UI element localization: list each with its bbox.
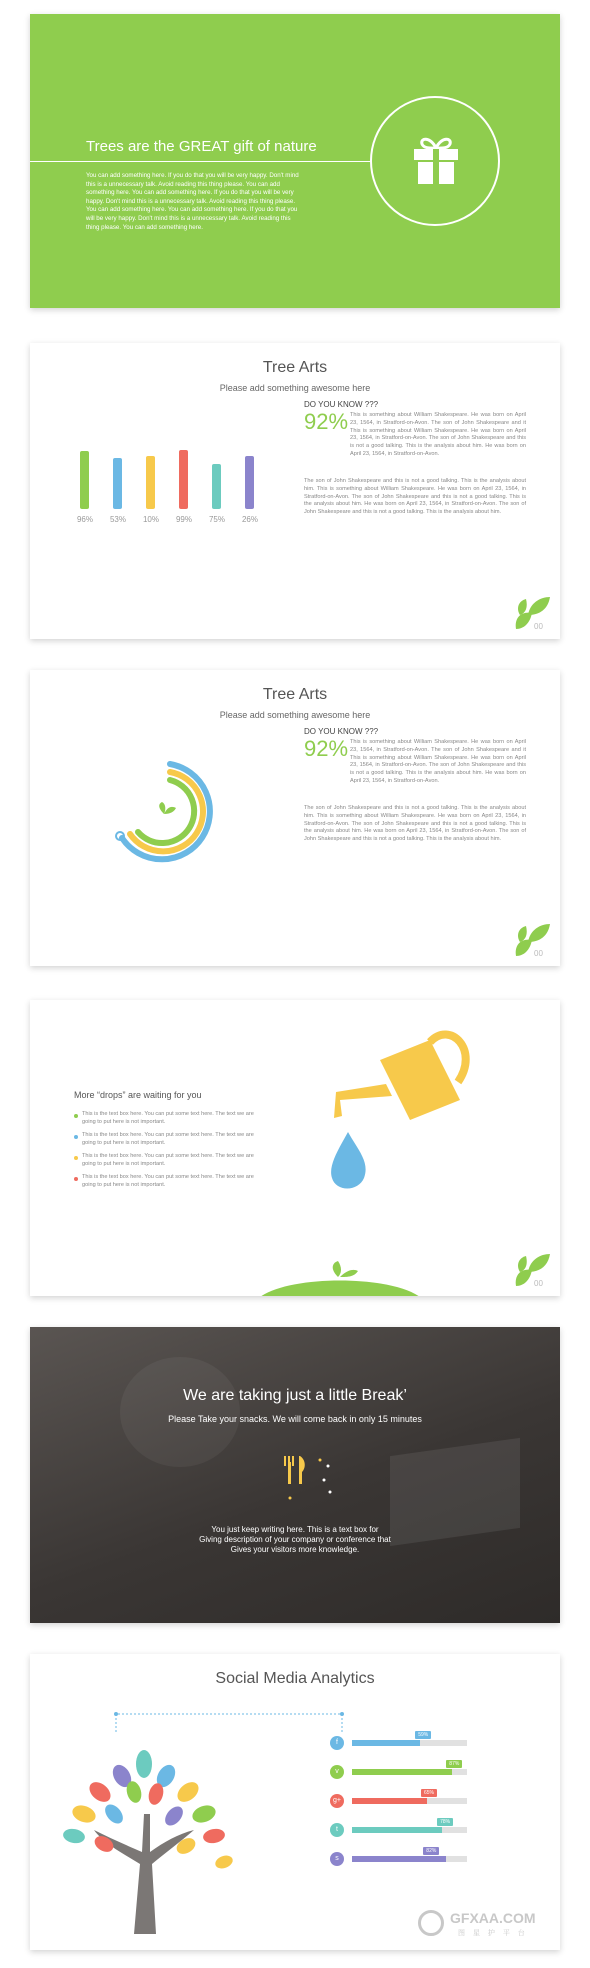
slide-subtitle: Please Take your snacks. We will come back in only 15 minutes	[168, 1414, 422, 1424]
coffee-cup-shape	[120, 1357, 240, 1467]
slide-title: Trees are the GREAT gift of nature	[86, 138, 317, 155]
chart-bar	[245, 456, 254, 509]
facebook-icon: f	[330, 1736, 344, 1750]
chart-bar	[146, 456, 155, 509]
fact-paragraph: This is something about William Shakespeare. He was born on April 23, 1564, in Stratford-on-Avon. The son of John Shakespeare and it This is something about William Shakespeare. He was born on April 23, 1564, in Stratford-on-Avon. The son of John Shakespeare and this is not a good talking. This is the analysis about him. He was born on April 23, 1564, in Stratford-on-Avon.	[350, 739, 526, 784]
bar-label: 10%	[142, 515, 159, 524]
stumbleupon-icon: s	[330, 1852, 344, 1866]
slide-title: Tree Arts	[262, 686, 328, 703]
bar-label: 99%	[175, 515, 192, 524]
list-item: This is the text box here. You can put some text here. The text we are going to put here is not important.	[82, 1174, 254, 1188]
slide-title: We are taking just a little Break’	[183, 1387, 407, 1404]
google-plus-icon: g+	[330, 1794, 344, 1808]
slide-intro	[30, 14, 560, 308]
big-percentage: 92%	[304, 736, 349, 761]
bullet-dot	[74, 1156, 78, 1160]
do-you-know-heading: DO YOU KNOW ???	[304, 400, 379, 409]
leaf-label: 00	[534, 1279, 543, 1288]
bar-chart	[70, 443, 270, 533]
percent-badge: 59%	[415, 1731, 431, 1739]
progress-fill	[352, 1856, 446, 1862]
slide-body-text	[30, 1525, 560, 1555]
watermark	[418, 1906, 568, 1946]
leaf-icon	[510, 916, 554, 960]
list-item: This is the text box here. You can put some text here. The text we are going to put here is not important.	[82, 1111, 254, 1125]
body-line: Giving description of your company or conference that	[199, 1535, 391, 1544]
watermark-logo-icon	[418, 1910, 444, 1936]
progress-track	[352, 1790, 467, 1804]
gift-icon	[412, 134, 460, 186]
progress-track	[352, 1819, 467, 1833]
big-percentage: 92%	[304, 409, 349, 434]
leaf-label: 00	[534, 622, 543, 631]
slide-title: More “drops” are waiting for you	[74, 1090, 202, 1100]
slide-tree-arts-rings	[30, 670, 560, 966]
vine-icon: v	[330, 1765, 344, 1779]
grass-mound	[260, 1245, 420, 1296]
percent-badge: 87%	[446, 1760, 462, 1768]
chart-bar	[212, 464, 221, 509]
slide-subtitle: Please add something awesome here	[219, 710, 371, 720]
cutlery-icon	[280, 1452, 350, 1512]
slide-tree-arts-bars	[30, 343, 560, 639]
bullet-dot	[74, 1177, 78, 1181]
colorful-tree-illustration	[44, 1734, 244, 1934]
do-you-know-heading: DO YOU KNOW ???	[304, 727, 379, 736]
watermark-brand: GFXAA.COM	[450, 1910, 536, 1926]
chart-bar	[80, 451, 89, 509]
fact-paragraph: This is something about William Shakespeare. He was born on April 23, 1564, in Stratford-on-Avon. The son of John Shakespeare and it This is something about William Shakespeare. He was born on April 23, 1564, in Stratford-on-Avon. The son of John Shakespeare and this is not a good talking. This is the analysis about him. He was born on April 23, 1564, in Stratford-on-Avon.	[350, 412, 526, 457]
leaf-icon	[510, 1246, 554, 1290]
slide-title: Social Media Analytics	[215, 1670, 375, 1687]
slide-body-text: You can add something here. If you do that you will be very happy. Don't mind this is a unnecessary talk. Avoid reading this thing please. You can add something here. You can add something here. If you do that you will be very happy. Don't mind this is a unnecessary talk. Avoid reading this thing please. You can add something here. You can add something here. If you do that you will be very happy. Don't mind this is a unnecessary talk. Avoid reading this thing please. You can add something here.	[86, 172, 299, 231]
bar-label: 53%	[109, 515, 126, 524]
slide-break	[30, 1327, 560, 1623]
fact-paragraph-2: The son of John Shakespeare and this is not a good talking. This is the analysis about him. This is something about William Shakespeare. He was born on April 23, 1564, in Stratford-on-Avon. The son of John Shakespeare and this is not a good talking. This is the analysis about him. He was born on April 23, 1564, in Stratford-on-Avon. The son of John Shakespeare and this is not a good talking. This is the analysis about him.	[304, 805, 526, 843]
progress-track	[352, 1848, 467, 1862]
ring-chart	[100, 750, 220, 870]
progress-fill	[352, 1798, 427, 1804]
progress-fill	[352, 1769, 452, 1775]
list-item: This is the text box here. You can put some text here. The text we are going to put here is not important.	[82, 1153, 254, 1167]
gift-circle	[370, 96, 500, 226]
bullet-dot	[74, 1114, 78, 1118]
list-item: This is the text box here. You can put some text here. The text we are going to put here is not important.	[82, 1132, 254, 1146]
bar-label: 96%	[76, 515, 93, 524]
percent-badge: 82%	[423, 1847, 439, 1855]
slide-drops	[30, 1000, 560, 1296]
progress-fill	[352, 1740, 420, 1746]
twitter-icon: t	[330, 1823, 344, 1837]
bullet-dot	[74, 1135, 78, 1139]
percent-badge: 65%	[421, 1789, 437, 1797]
body-line: Gives your visitors more knowledge.	[230, 1545, 360, 1554]
slide-title: Tree Arts	[262, 359, 328, 376]
connector-line	[114, 1712, 344, 1732]
watering-can-icon	[330, 1020, 490, 1200]
percent-badge: 78%	[437, 1818, 453, 1826]
divider-line	[30, 161, 370, 162]
bar-label: 26%	[241, 515, 258, 524]
chart-bar	[179, 450, 188, 509]
chart-bar	[113, 458, 122, 509]
watermark-tagline: 图 星 护 平 台	[458, 1930, 528, 1937]
leaf-label: 00	[534, 949, 543, 958]
body-line: You just keep writing here. This is a text box for	[211, 1525, 379, 1534]
progress-track	[352, 1732, 467, 1746]
fact-paragraph-2: The son of John Shakespeare and this is not a good talking. This is the analysis about him. This is something about William Shakespeare. He was born on April 23, 1564, in Stratford-on-Avon. The son of John Shakespeare and this is not a good talking. This is the analysis about him. He was born on April 23, 1564, in Stratford-on-Avon. The son of John Shakespeare and this is not a good talking. This is the analysis about him.	[304, 478, 526, 516]
leaf-icon	[510, 589, 554, 633]
bar-label: 75%	[208, 515, 225, 524]
sprout-icon	[159, 802, 165, 814]
progress-track	[352, 1761, 467, 1775]
slide-subtitle: Please add something awesome here	[219, 383, 371, 393]
water-drop-icon	[331, 1132, 366, 1189]
progress-fill	[352, 1827, 442, 1833]
